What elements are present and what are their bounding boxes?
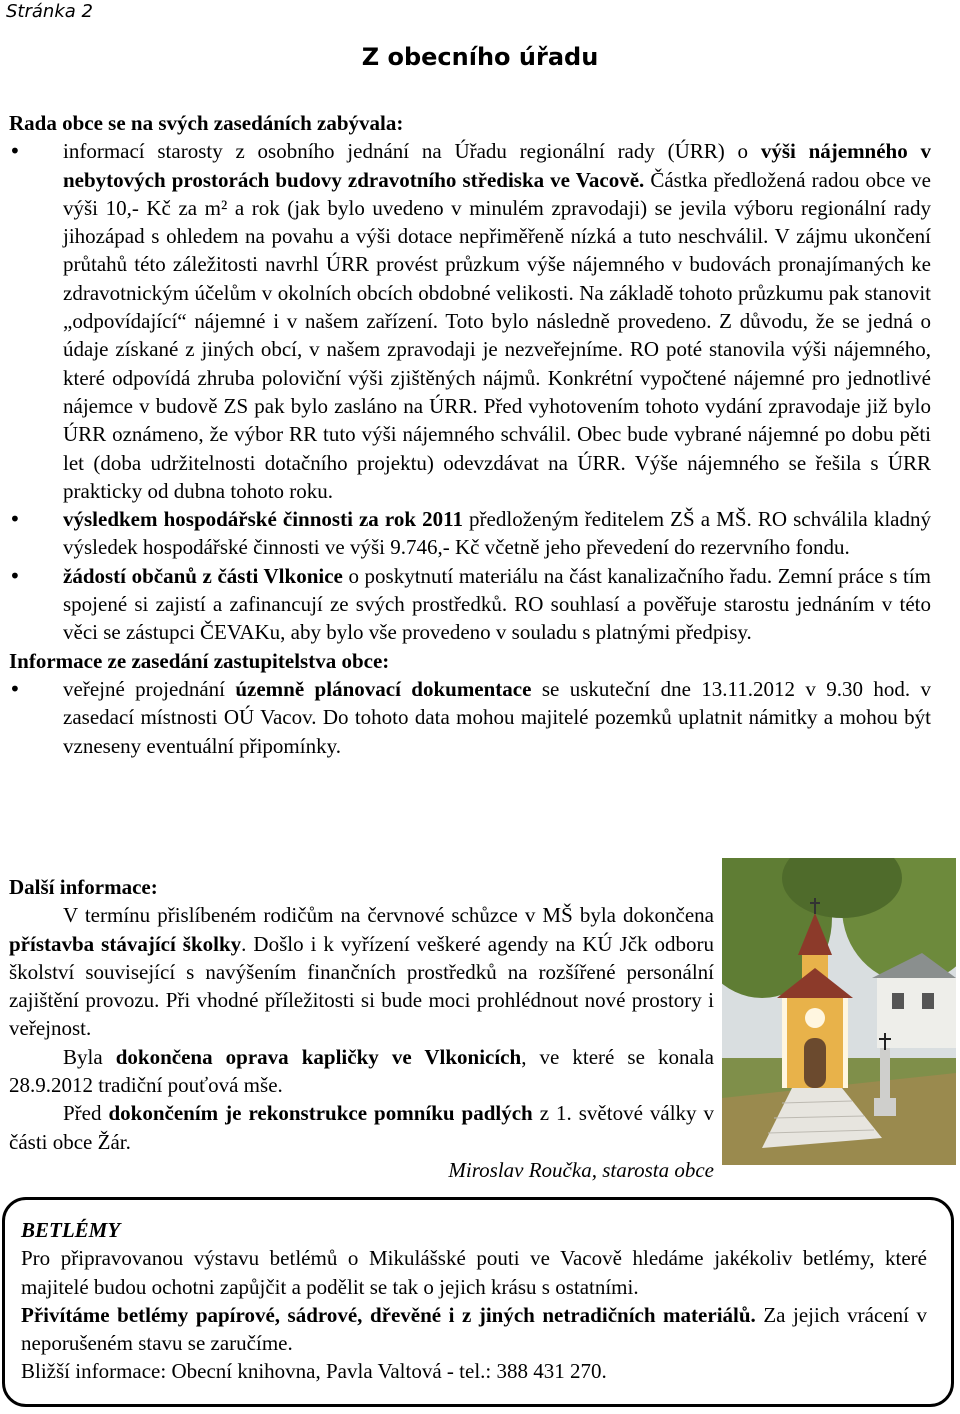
bold-text: dokončením je rekonstrukce pomníku padlých (108, 1101, 533, 1126)
rada-list (9, 137, 931, 646)
dalsi-paragraph-memorial (9, 1099, 714, 1156)
text: předloženým ředitelem ZŠ a MŠ. RO schválila kladný výsledek hospodářské činnosti ve výši 9.746,- Kč včetně jeho převedení do rezervního fondu. (63, 507, 931, 560)
further-info (9, 873, 714, 1184)
text: Byla (63, 1044, 116, 1069)
chapel-photo (722, 858, 956, 1165)
bold-text: výsledkem hospodářské činnosti za rok 2011 (63, 507, 463, 532)
betlemy-content (21, 1216, 927, 1386)
betlemy-paragraph (21, 1301, 927, 1358)
betlemy-contact: Bližší informace: Obecní knihovna, Pavla Valtová - tel.: 388 431 270. (21, 1359, 607, 1384)
page-number: Stránka 2 (6, 1, 93, 22)
bold-text: žádostí občanů z části Vlkonice (63, 563, 343, 588)
zastupitelstvo-list (9, 675, 931, 760)
bold-text: dokončena oprava kapličky ve Vlkonicích (115, 1044, 522, 1069)
betlemy-title: BETLÉMY (21, 1218, 121, 1242)
rada-item-economy (9, 505, 931, 562)
dalsi-paragraph-chapel (9, 1043, 714, 1100)
signature: Miroslav Roučka, starosta obce (448, 1157, 714, 1182)
text: . Došlo i k vyřízení veškeré agendy na KÚ Jčk odboru školství související s navýšením finančních prostředků na rozšířené personální zajištění provozu. Při vhodné příležitosti si bude moci prohlédnout nové prostory i veřejnost. (9, 931, 714, 1041)
text: Částka předložená radou obce ve výši 10,- Kč za m² a rok (jak bylo uvedeno v minulém zpravodaji) se jevila výboru regionální rady jihozápad s ohledem na povahu a výši dotace nepřiměřeně nízká a tuto neschválil. V zájmu ukončení průtahů této záležitosti navrhl ÚRR provést průzkum výše nájemného v budovách pronajímaných ke zdravotnickým účelům v okolních obcích obdobné velikosti. Na základě tohoto průzkumu pak stanovit „odpovídající“ nájemné i v našem zařízení. Toto bylo následně provedeno. Z důvodu, že se jedná o údaje získané z jiných obcí, v našem zpravodaji je nezveřejníme. RO poté stanovila výši nájemného, které odpovídá zhruba poloviční výši zjištěných nájmů. Konkrétní vypočtené nájemné pro jednotlivé nájemce v budově ZS pak bylo zasláno na ÚRR. Před vyhotovením tohoto vydání zpravodaje již bylo ÚRR oznámeno, že výbor RR tuto výši nájemného schválil. Obec bude vybrané nájemné po dobu pěti let (doba udržitelnosti dotačního projektu) odevzdávat na ÚRR. Výše nájemného se řešila s ÚRR prakticky od dubna tohoto roku. (63, 167, 931, 503)
zastupitelstvo-item-planning (9, 675, 931, 760)
page-title: Z obecního úřadu (361, 43, 599, 71)
text: z 1. světové války v části obce Žár. (9, 1101, 715, 1154)
rada-heading: Rada obce se na svých zasedáních zabývala: (9, 111, 404, 135)
text: V termínu přislíbeném rodičům na červnové schůzce v MŠ byla dokončena (63, 903, 714, 928)
zastupitelstvo-heading: Informace ze zasedání zastupitelstva obce: (9, 648, 390, 673)
dalsi-paragraph-school (9, 901, 714, 1042)
main-content (9, 109, 931, 760)
text: , ve které se konala 28.9.2012 tradiční pouťová mše. (9, 1044, 714, 1098)
rada-item-rent (9, 137, 931, 505)
bold-text: Přivítáme betlémy papírové, sádrové, dřevěné i z jiných netradičních materiálů. (21, 1302, 756, 1327)
betlemy-box (2, 1197, 954, 1407)
text: informací starosty z osobního jednání na Úřadu regionální rady (ÚRR) o (63, 139, 761, 164)
rada-item-vlkonice (9, 562, 931, 647)
text: Před (63, 1101, 109, 1126)
dalsi-heading: Další informace: (9, 875, 158, 899)
text: se uskuteční dne 13.11.2012 v 9.30 hod. v zasedací místnosti OÚ Vacov. Do tohoto data mohou majitelé pozemků uplatnit námitky a mohou být vzneseny eventuální připomínky. (63, 676, 932, 758)
bold-text: územně plánovací dokumentace (235, 676, 532, 701)
text: Za jejich vrácení v neporušeném stavu se zaručíme. (21, 1302, 927, 1356)
text: o poskytnutí materiálu na část kanalizačního řadu. Zemní práce s tím spojené si zajistí a zafinancují ze svých prostředků. RO souhlasí a pověřuje starostu jednáním v této věci se zástupci ČEVAKu, aby bylo vše provedeno v souladu s platnými předpisy. (63, 563, 931, 645)
betlemy-paragraph: Pro připravovanou výstavu betlémů o Mikulášské pouti ve Vacově hledáme jakékoliv betlémy, které majitelé budou ochotni zapůjčit a podělit se tak o jejich krásu s ostatními. (21, 1246, 927, 1299)
bold-text: přístavba stávající školky (9, 931, 242, 956)
chapel-illustration (722, 858, 956, 1165)
text: veřejné projednání (63, 676, 236, 701)
bold-text: výši nájemného v nebytových prostorách budovy zdravotního střediska ve Vacově. (63, 139, 931, 192)
